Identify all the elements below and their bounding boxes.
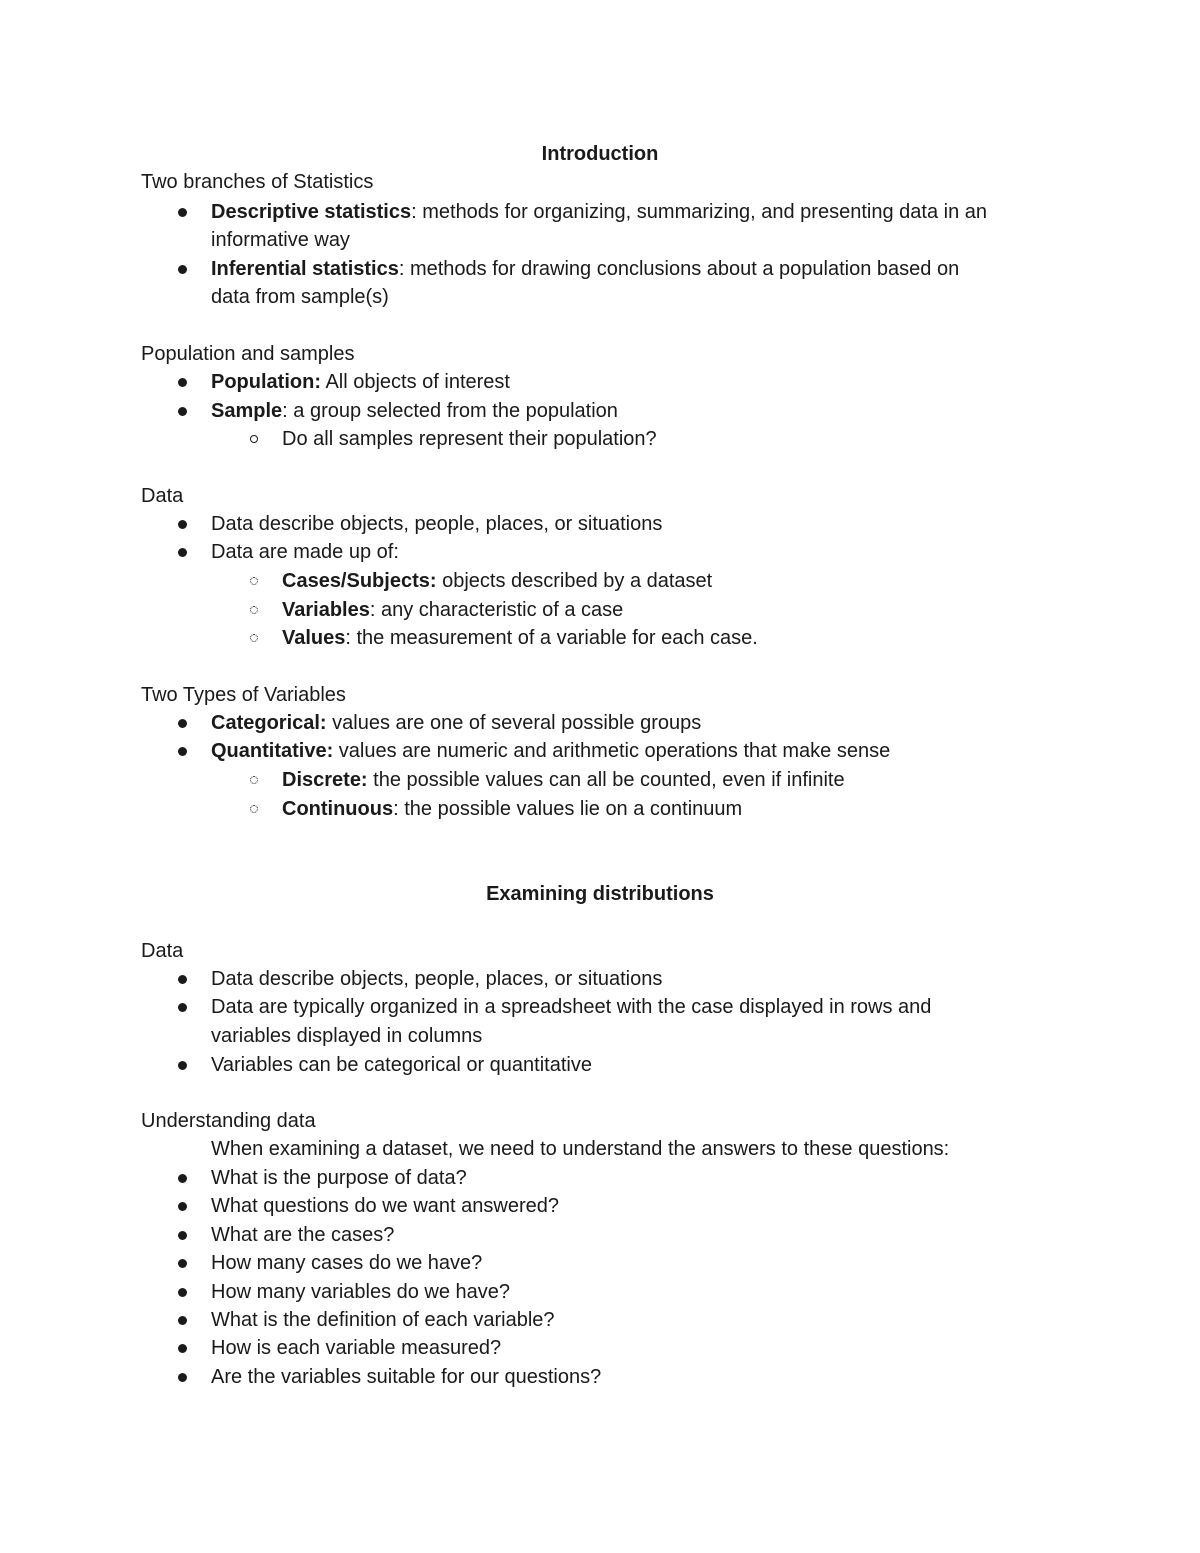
question-item: How many variables do we have? [211, 1281, 511, 1303]
bullet-icon [178, 1344, 187, 1353]
question-item: What is the definition of each variable? [211, 1309, 555, 1331]
continuous-item: Continuous: the possible values lie on a continuum [282, 798, 743, 820]
branches-title: Two branches of Statistics [141, 171, 374, 193]
circle-bullet-icon [250, 435, 258, 443]
intro-heading: Introduction [541, 143, 659, 165]
circle-bullet-icon [250, 634, 258, 642]
bullet-icon [178, 1202, 187, 1211]
bullet-icon [178, 265, 187, 274]
understanding-title: Understanding data [141, 1110, 316, 1132]
circle-bullet-icon [250, 805, 258, 813]
dist-item: Data are typically organized in a spreadsheet with the case displayed in rows and [211, 996, 932, 1018]
dist-data-title: Data [141, 940, 184, 962]
question-item: What is the purpose of data? [211, 1167, 467, 1189]
bullet-icon [178, 975, 187, 984]
bullet-icon [178, 1061, 187, 1070]
dist-item-cont: variables displayed in columns [211, 1025, 483, 1047]
bullet-icon [178, 719, 187, 728]
quantitative-item: Quantitative: values are numeric and arithmetic operations that make sense [211, 740, 891, 762]
bullet-icon [178, 747, 187, 756]
sample-item: Sample: a group selected from the population [211, 400, 618, 422]
distributions-heading: Examining distributions [486, 883, 714, 905]
values-item: Values: the measurement of a variable for each case. [282, 627, 758, 649]
data-item: Data are made up of: [211, 541, 399, 563]
population-title: Population and samples [141, 343, 355, 365]
bullet-icon [178, 1316, 187, 1325]
bullet-icon [178, 1003, 187, 1012]
inferential-item: Inferential statistics: methods for drawing conclusions about a population based on [211, 258, 960, 280]
bullet-icon [178, 1373, 187, 1382]
circle-bullet-icon [250, 577, 258, 585]
bullet-icon [178, 548, 187, 557]
data-title: Data [141, 485, 184, 507]
bullet-icon [178, 407, 187, 416]
bullet-icon [178, 520, 187, 529]
sample-question: Do all samples represent their population? [282, 428, 657, 450]
discrete-item: Discrete: the possible values can all be counted, even if infinite [282, 769, 845, 791]
variables-item: Variables: any characteristic of a case [282, 599, 624, 621]
question-item: How many cases do we have? [211, 1252, 483, 1274]
question-item: Are the variables suitable for our questions? [211, 1366, 602, 1388]
bullet-icon [178, 1259, 187, 1268]
understanding-intro: When examining a dataset, we need to understand the answers to these questions: [211, 1138, 950, 1160]
categorical-item: Categorical: values are one of several possible groups [211, 712, 702, 734]
question-item: How is each variable measured? [211, 1337, 502, 1359]
circle-bullet-icon [250, 776, 258, 784]
bullet-icon [178, 1288, 187, 1297]
data-item: Data describe objects, people, places, or situations [211, 513, 663, 535]
cases-item: Cases/Subjects: objects described by a dataset [282, 570, 713, 592]
bullet-icon [178, 1174, 187, 1183]
types-title: Two Types of Variables [141, 684, 346, 706]
bullet-icon [178, 1231, 187, 1240]
descriptive-item: Descriptive statistics: methods for organizing, summarizing, and presenting data in an [211, 201, 987, 223]
dist-item: Data describe objects, people, places, or situations [211, 968, 663, 990]
inferential-item-cont: data from sample(s) [211, 286, 389, 308]
circle-bullet-icon [250, 606, 258, 614]
population-item: Population: All objects of interest [211, 371, 510, 393]
dist-item: Variables can be categorical or quantitative [211, 1054, 592, 1076]
question-item: What questions do we want answered? [211, 1195, 559, 1217]
bullet-icon [178, 208, 187, 217]
question-item: What are the cases? [211, 1224, 395, 1246]
descriptive-item-cont: informative way [211, 229, 350, 251]
bullet-icon [178, 378, 187, 387]
